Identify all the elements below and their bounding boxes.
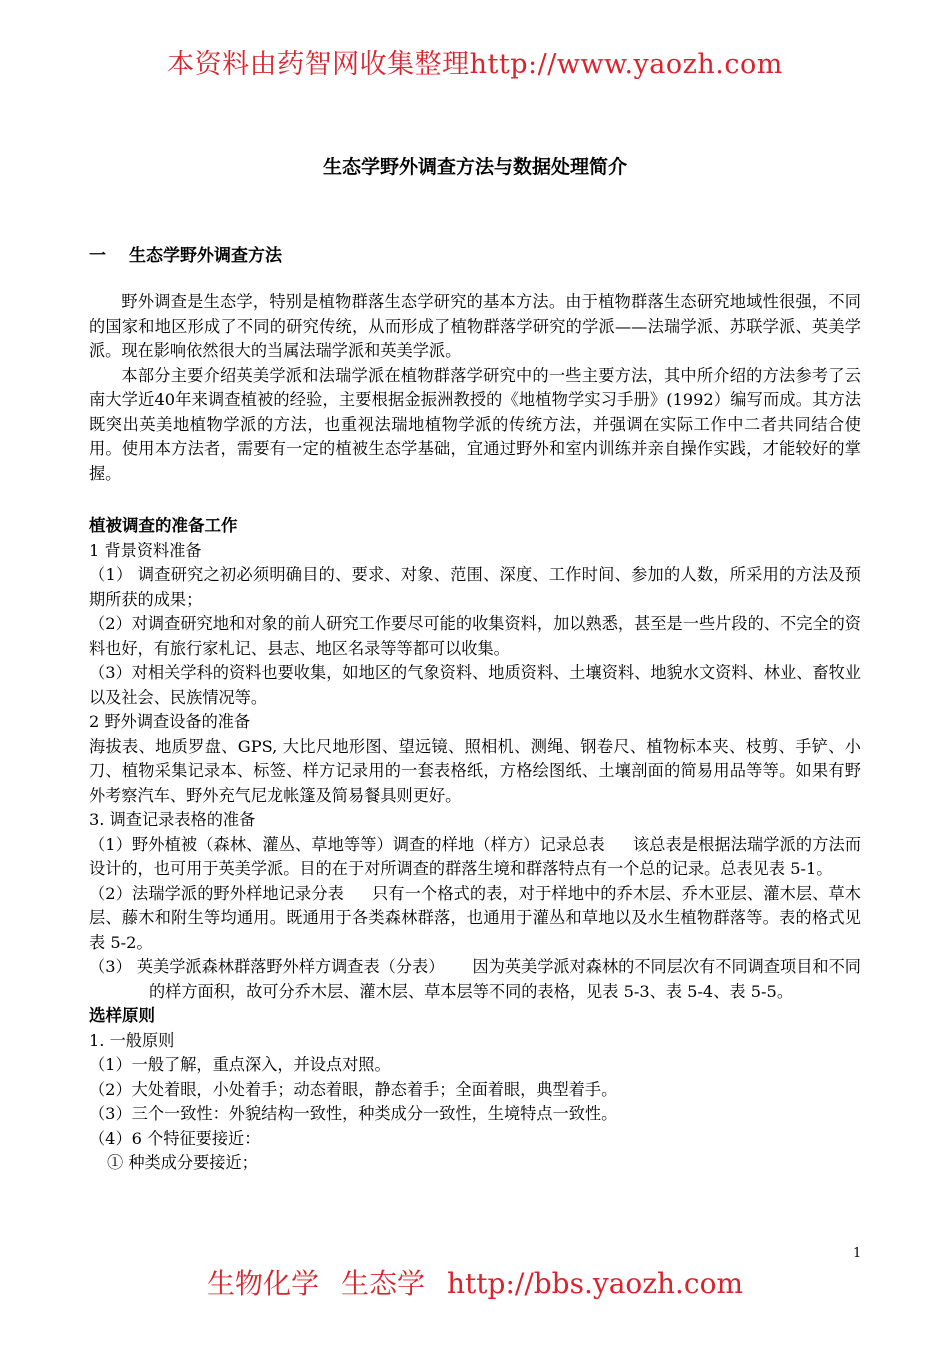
body-content [89,514,861,1176]
list-item: ① 种类成分要接近； [107,1153,258,1172]
section-number: 一 [89,246,106,266]
item-lead: （2）法瑞学派的野外样地记录分表 [89,883,344,903]
section-title: 生态学野外调查方法 [129,246,282,266]
item-lead: （3） 英美学派森林群落野外样方调查表（分表） [89,957,445,976]
item-lead: （1）野外植被（森林、灌丛、草地等等）调查的样地（样方）记录总表 [89,834,605,854]
list-item: （1）一般了解，重点深入，并设点对照。 [89,1055,391,1074]
prep-heading: 植被调查的准备工作 [89,516,238,535]
footer-label-biochem: 生物化学 [206,1267,319,1300]
list-item: （3）三个一致性：外貌结构一致性，种类成分一致性，生境特点一致性。 [89,1104,618,1123]
list-item: （3）对相关学科的资料也要收集，如地区的气象资料、地质资料、土壤资料、地貌水文资料、林业、畜牧业以及社会、民族情况等。 [89,663,861,707]
subsection-title: 1. 一般原则 [89,1030,175,1050]
subsection-title: 1 背景资料准备 [89,540,202,560]
list-item: （2）大处着眼，小处着手；动态着眼，静态着手；全面着眼，典型着手。 [89,1079,618,1099]
list-item [89,833,861,882]
intro-paragraph: 野外调查是生态学，特别是植物群落生态学研究的基本方法。由于植物群落生态研究地域性很强，不同的国家和地区形成了不同的研究传统，从而形成了植物群落学研究的学派——法瑞学派、苏联学派、英美学派。现在影响依然很大的当属法瑞学派和英美学派。 [89,292,861,360]
equipment-paragraph: 海拔表、地质罗盘、GPS, 大比尺地形图、望远镜、照相机、测绳、钢卷尺、植物标本夹、枝剪、手铲、小刀、植物采集记录本、标签、样方记录用的一套表格纸，方格绘图纸、土壤剖面的简易用品等等。如果有野外考察汽车、野外充气尼龙帐篷及简易餐具则更好。 [89,736,861,805]
item-body: 因为英美学派对森林的不同层次有不同调查项目和不同的样方面积，故可分乔木层、灌木层、草本层等不同的表格，见表 5-3、表 5-4、表 5-5。 [149,957,861,1001]
intro-paragraph: 本部分主要介绍英美学派和法瑞学派在植物群落学研究中的一些主要方法，其中所介绍的方法参考了云南大学近40年来调查植被的经验，主要根据金振洲教授的《地植物学实习手册》(1992）编写而成。其方法既突出英美地植物学派的方法，也重视法瑞地植物学派的传统方法，并强调在实际工作中二者共同结合使用。使用本方法者，需要有一定的植被生态学基础，宜通过野外和室内训练并亲自操作实践，才能较好的掌握。 [89,365,861,483]
subsection-title: 2 野外调查设备的准备 [89,712,251,731]
section-heading [89,241,282,266]
list-item [89,955,861,1004]
item-body: 该总表是根据法瑞学派的方法而设计的，也可用于英美学派。目的在于对所调查的群落生境和群落特点有一个总的记录。总表见表 5-1。 [89,834,862,878]
footer-label-ecology: 生态学 [340,1267,425,1300]
footer-watermark[interactable] [0,1262,950,1302]
intro-paragraphs [89,290,861,486]
subsection-title: 3. 调查记录表格的准备 [89,810,256,829]
page-number: 1 [853,1246,862,1261]
footer-url[interactable]: http://bbs.yaozh.com [447,1267,744,1300]
item-body: 只有一个格式的表，对于样地中的乔木层、乔木亚层、灌木层、草木层、藤木和附生等均通用。既通用于各类森林群落，也通用于灌丛和草地以及水生植物群落等。表的格式见表 5-2。 [89,883,861,952]
list-item: （1） 调查研究之初必须明确目的、要求、对象、范围、深度、工作时间、参加的人数，所采用的方法及预期所获的成果； [89,565,861,609]
document-title: 生态学野外调查方法与数据处理简介 [322,156,627,178]
sampling-heading: 选样原则 [89,1006,155,1025]
list-item: （4）6 个特征要接近： [89,1128,261,1148]
list-item: （2）对调查研究地和对象的前人研究工作要尽可能的收集资料，加以熟悉，甚至是一些片段的、不完全的资料也好，有旅行家札记、县志、地区名录等等都可以收集。 [89,614,861,658]
header-watermark[interactable]: 本资料由药智网收集整理http://www.yaozh.com [167,49,783,80]
list-item [89,882,861,956]
